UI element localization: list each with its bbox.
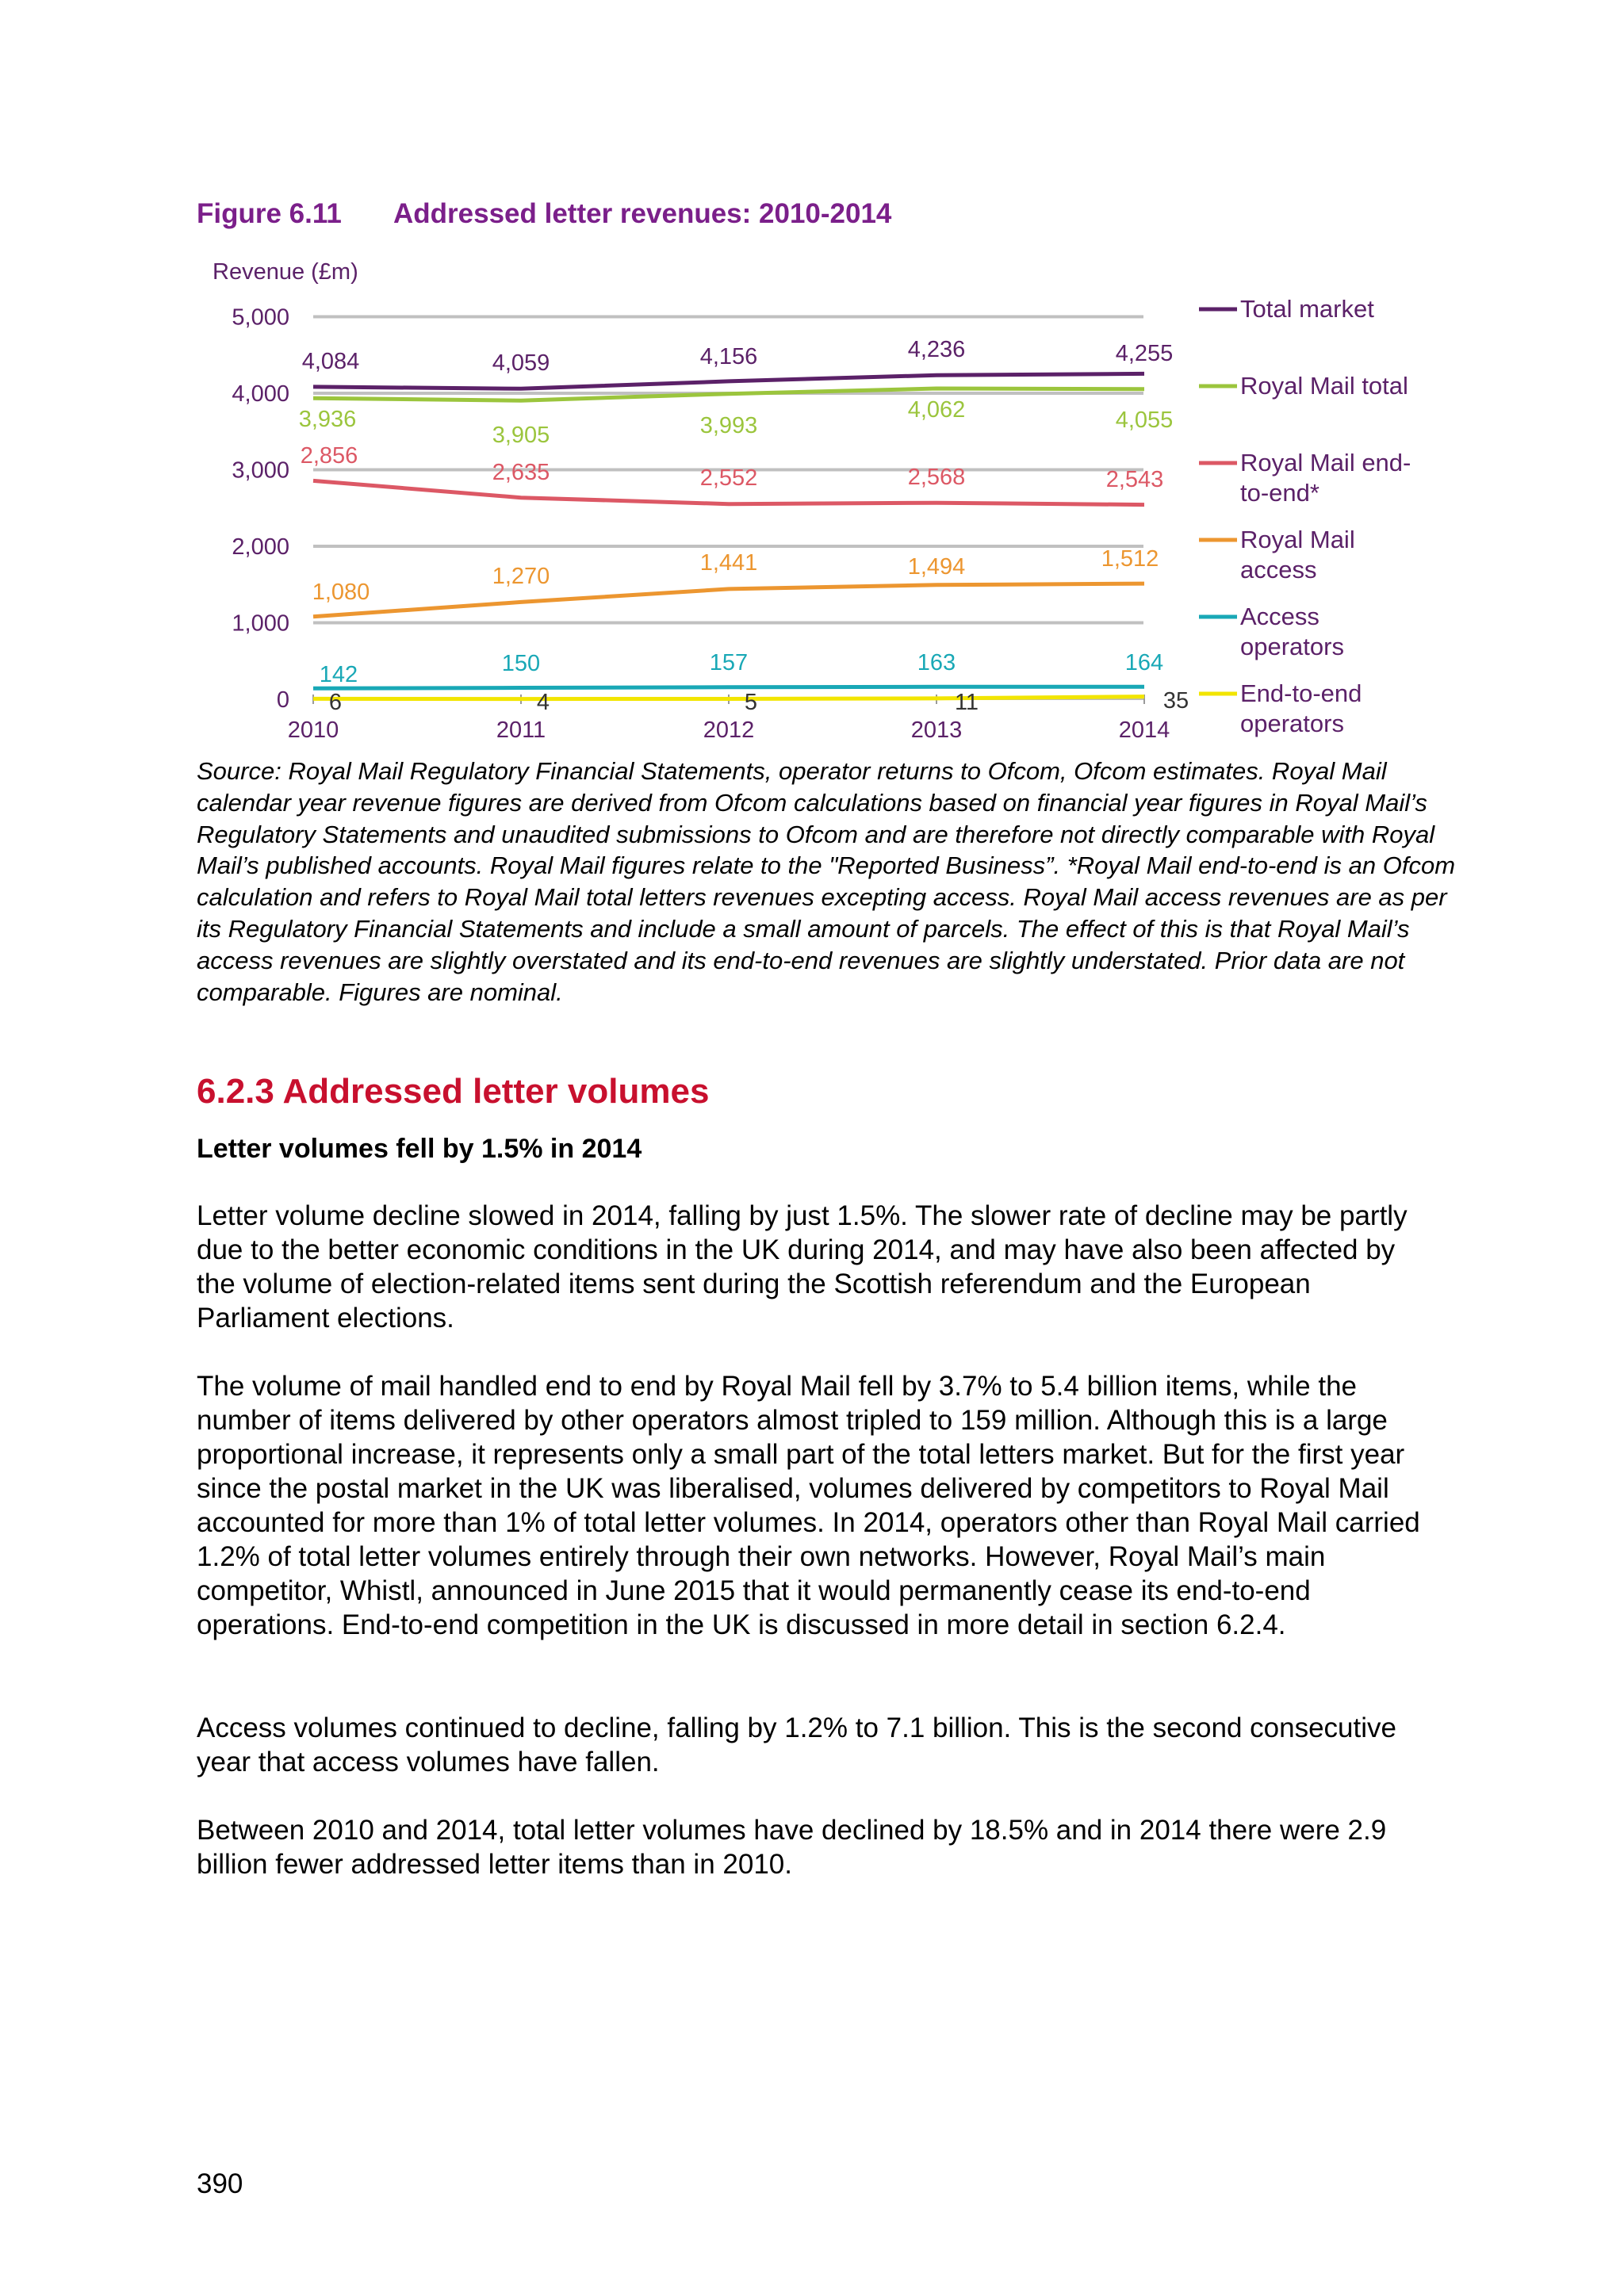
- data-label: 1,512: [1101, 546, 1159, 572]
- legend-label: Royal Mail: [1240, 526, 1355, 553]
- data-label: 4,059: [492, 350, 550, 376]
- data-label: 6: [328, 690, 343, 715]
- section-subheading: Letter volumes fell by 1.5% in 2014: [197, 1134, 642, 1164]
- body-paragraph-1: Letter volume decline slowed in 2014, falling by just 1.5%. The slower rate of decline may be partly due to the better economic conditions in the UK during 2014, and may have also been affected by the volume of election-related items sent during the Scottish referendum and the European Parliament elections.: [197, 1200, 1408, 1334]
- data-label: 163: [917, 650, 956, 675]
- x-tick-label: 2010: [287, 718, 339, 743]
- data-label: 3,993: [699, 413, 758, 438]
- legend-label: operators: [1240, 710, 1344, 737]
- data-label: 2,568: [907, 465, 966, 490]
- legend-label: access: [1240, 556, 1317, 584]
- data-label: 2,635: [492, 460, 550, 485]
- legend-label: End-to-end: [1240, 679, 1362, 707]
- data-label: 4,084: [301, 349, 360, 374]
- figure-caption: Addressed letter revenues: 2010-2014: [393, 198, 892, 229]
- data-label: 1,441: [699, 550, 758, 576]
- legend-label: Access: [1240, 603, 1320, 630]
- y-tick-label: 1,000: [232, 610, 289, 637]
- legend-label: Royal Mail total: [1240, 372, 1408, 400]
- data-label: 2,543: [1105, 467, 1164, 492]
- data-label: 150: [501, 651, 541, 676]
- revenue-line-chart: [0, 0, 1624, 761]
- data-label: 157: [709, 650, 749, 675]
- legend-label: operators: [1240, 633, 1344, 660]
- x-tick-label: 2014: [1118, 718, 1170, 743]
- section-heading: 6.2.3 Addressed letter volumes: [197, 1072, 710, 1111]
- y-tick-label: 4,000: [232, 381, 289, 407]
- data-label: 2,552: [699, 465, 758, 491]
- body-paragraph-4: Between 2010 and 2014, total letter volumes have declined by 18.5% and in 2014 there were 2.9 billion fewer addressed letter items than in 2010.: [197, 1815, 1387, 1880]
- data-label: 3,936: [298, 407, 357, 432]
- series-line-0: [313, 373, 1144, 388]
- data-label: 11: [954, 690, 979, 715]
- data-label: 3,905: [492, 423, 550, 448]
- x-tick-label: 2012: [703, 718, 755, 743]
- series-line-5: [313, 697, 1144, 699]
- data-label: 4,255: [1115, 341, 1174, 366]
- x-tick-label: 2011: [496, 718, 546, 743]
- data-label: 142: [319, 662, 358, 687]
- data-label: 1,494: [907, 554, 966, 580]
- legend-label: to-end*: [1240, 479, 1320, 507]
- x-tick-label: 2013: [910, 718, 963, 743]
- series-line-4: [313, 687, 1144, 688]
- data-label: 4,236: [907, 337, 966, 362]
- data-label: 4: [536, 690, 550, 715]
- data-label: 4,055: [1115, 408, 1174, 433]
- data-label: 2,856: [300, 443, 358, 469]
- chart-source-note: Source: Royal Mail Regulatory Financial Statements, operator returns to Ofcom, Ofcom estimates. Royal Mail calendar year revenue figures are derived from Ofcom calculations based on financial year figures in Royal Mail’s Regulatory Statements and unaudited submissions to Ofcom and are therefore not directly comparable with Royal Mail’s published accounts. Royal Mail figures relate to the "Reported Business”. *Royal Mail end-to-end is an Ofcom calculation and refers to Royal Mail total letters revenues excepting access. Royal Mail access revenues are as per its Regulatory Financial Statements and include a small amount of parcels. The effect of this is that Royal Mail’s access revenues are slightly overstated and its end-to-end revenues are slightly understated. Prior data are not comparable. Figures are nominal.: [197, 757, 1456, 1006]
- y-tick-label: 0: [276, 687, 289, 713]
- data-label: 5: [744, 690, 758, 715]
- data-label: 1,080: [312, 580, 370, 605]
- body-paragraph-3: Access volumes continued to decline, falling by 1.2% to 7.1 billion. This is the second consecutive year that access volumes have fallen.: [197, 1712, 1396, 1777]
- y-tick-label: 2,000: [232, 534, 289, 560]
- data-label: 35: [1162, 688, 1189, 714]
- page-number: 390: [197, 2168, 243, 2199]
- data-label: 1,270: [492, 564, 550, 589]
- body-paragraph-2: The volume of mail handled end to end by Royal Mail fell by 3.7% to 5.4 billion items, while the number of items delivered by other operators almost tripled to 159 million. Although this is a large proportional increase, it represents only a small part of the total letters market. But for the first year since the postal market in the UK was liberalised, volumes delivered by competitors to Royal Mail accounted for more than 1% of total letter volumes. In 2014, operators other than Royal Mail carried 1.2% of total letter volumes entirely through their own networks. However, Royal Mail’s main competitor, Whistl, announced in June 2015 that it would permanently cease its end-to-end operations. End-to-end competition in the UK is discussed in more detail in section 6.2.4.: [197, 1371, 1420, 1640]
- figure-number: Figure 6.11: [197, 198, 342, 229]
- y-tick-label: 3,000: [232, 457, 289, 484]
- y-axis-label: Revenue (£m): [213, 259, 358, 285]
- legend-label: Royal Mail end-: [1240, 449, 1411, 476]
- y-tick-label: 5,000: [232, 304, 289, 331]
- series-line-3: [313, 584, 1144, 617]
- legend-label: Total market: [1240, 295, 1374, 323]
- data-label: 4,062: [907, 397, 966, 423]
- data-label: 4,156: [699, 344, 758, 369]
- data-label: 164: [1124, 650, 1164, 675]
